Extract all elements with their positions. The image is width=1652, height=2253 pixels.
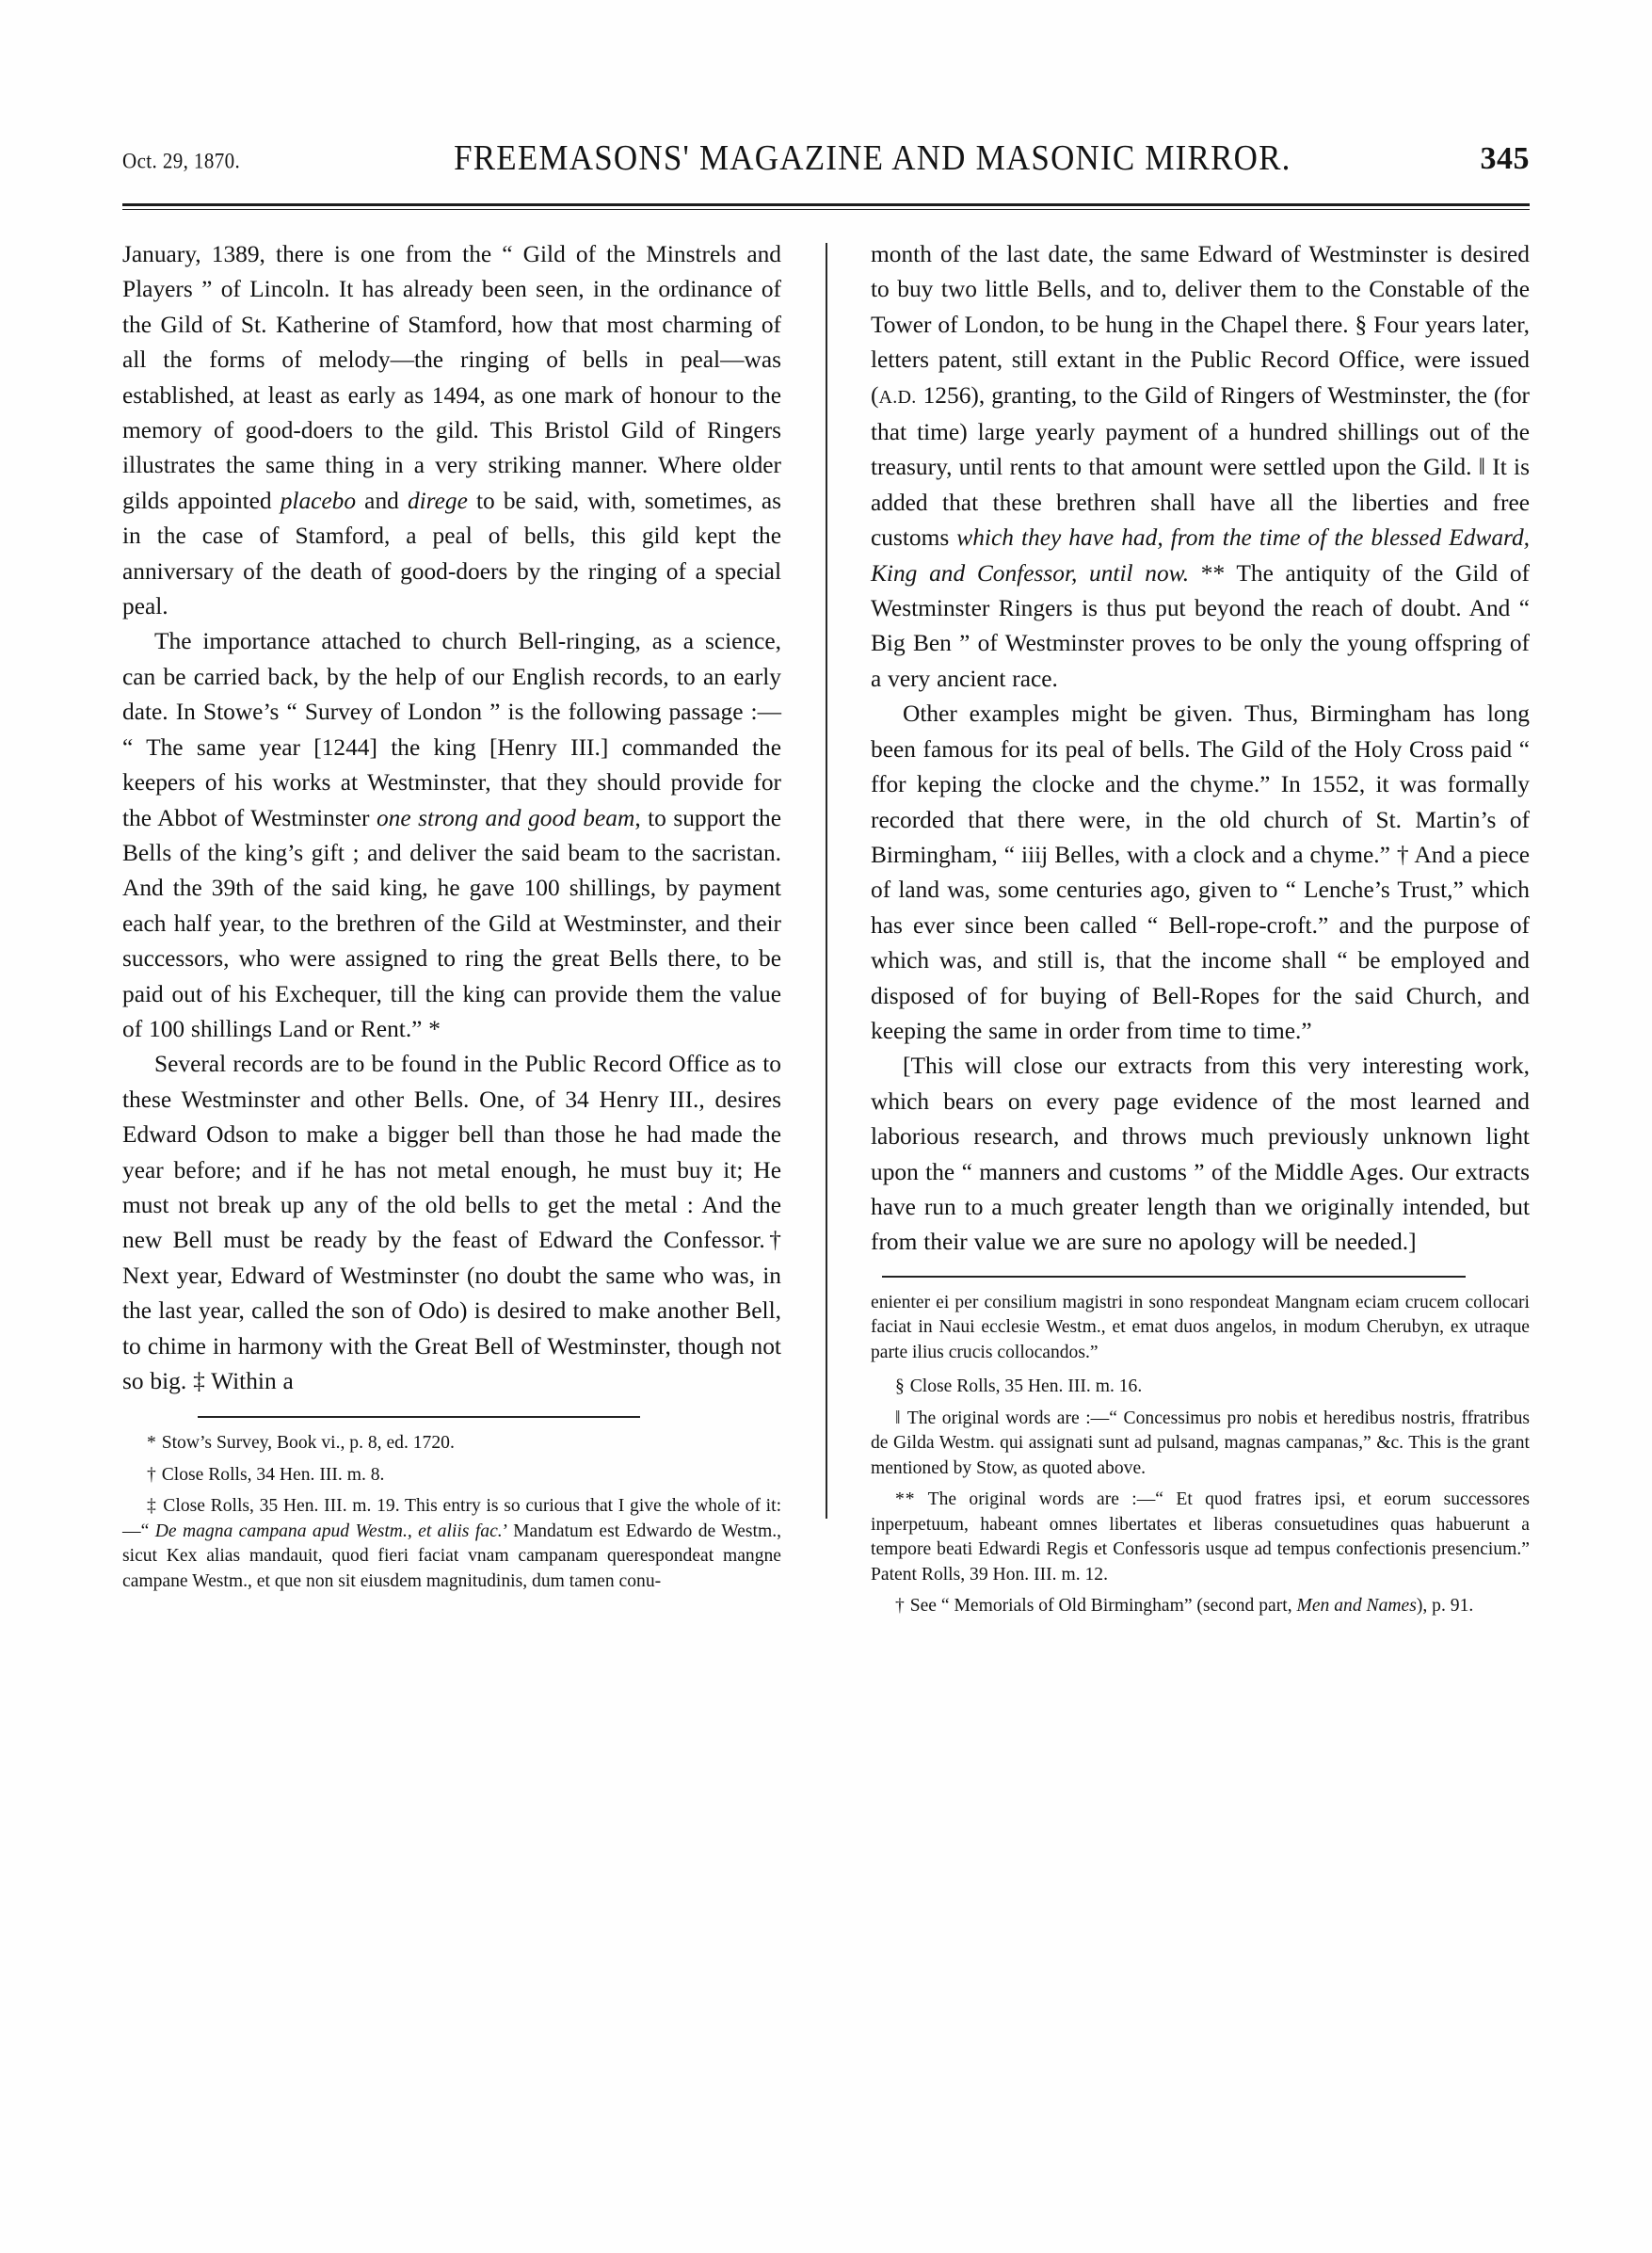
footnote-text: See “ Memorials of Old Birmingham” (second part,: [905, 1596, 1297, 1617]
italic-phrase: which they have had, from the time of the blessed Edward, King and Confessor, until now.: [871, 524, 1530, 587]
paragraph-text: , to support the Bells of the king’s gift ; and deliver the said beam to the sacristan. And the 39th of the said king, he gave 100 shillings, by payment each half year, to the brethren of the Gild at Westminster, and their successors, who were assigned to ring the great Bells there, to be paid out of his Exchequer, till the king can provide them the value of 100 shillings Land or Rent.” *: [122, 804, 781, 1042]
footnote-marker: ‖: [895, 1408, 902, 1428]
italic-phrase: De magna campana apud Westm., et aliis fac.: [154, 1521, 503, 1541]
paragraph: [122, 624, 781, 1047]
column-right: [871, 237, 1530, 2177]
column-left: [122, 237, 781, 2177]
footnote: [871, 1375, 1530, 1400]
italic-phrase: one strong and good beam: [376, 804, 635, 831]
paragraph-text: ** The antiquity of the Gild of Westminster Ringers is thus put beyond the reach of doubt. And “ Big Ben ” of Westminster proves to be only the young offspring of a very ancient race.: [871, 559, 1530, 692]
footnote: [871, 1407, 1530, 1482]
footnote-marker: ‡: [147, 1496, 158, 1517]
paragraph-text: January, 1389, there is one from the “ Gild of the Minstrels and Players ” of Lincoln. It has already been seen, in the ordinance of the Gild of St. Katherine of Stamford, how that most charming of all the forms of melody—the ringing of bells in peal—was established, at least as early as 1494, as one mark of honour to the memory of good-doers to the gild. This Bristol Gild of Ringers illustrates the same thing in a very striking manner. Where older gilds appointed: [122, 241, 781, 514]
footnote-marker: §: [895, 1376, 906, 1397]
footnote-marker: †: [147, 1464, 157, 1485]
italic-phrase: Men and Names: [1296, 1596, 1417, 1617]
footnote-text: ), p. 91.: [1416, 1596, 1474, 1617]
paragraph-text: and: [356, 487, 408, 514]
column-divider: [826, 243, 827, 1519]
paragraph-text: month of the last date, the same Edward of Westminster is desired to buy two little Bells, and to, deliver them to the Constable of the Tower of London, to be hung in the Chapel there. § Four years later, letters patent, still extant in the Public Record Office, were issued (: [871, 241, 1530, 409]
footnote-continuation: enienter ei per consilium magistri in sono respondeat Mangnam eciam crucem collocari faciat in Naui ecclesie Westm., et emat duos angelos, in modum Cherubyn, ex utraque parte ilius crucis collocandos.”: [871, 1292, 1530, 1362]
footnote-marker: *: [147, 1433, 157, 1454]
footnote-separator: [882, 1276, 1466, 1278]
issue-date: Oct. 29, 1870.: [122, 148, 241, 173]
footnote-text: The original words are :—“ Concessimus pro nobis et heredibus nostris, ffratribus de Gilda Westm. qui assignati sunt ad pulsand, magnas campanas,” &c. This is the grant mentioned by Stow, as quoted above.: [871, 1408, 1530, 1478]
paragraph-text: to be said, with, sometimes, as in the case of Stamford, a peal of bells, this gild kept the anniversary of the death of good-doers by the ringing of a special peal.: [122, 487, 782, 620]
paragraph: Other examples might be given. Thus, Birmingham has long been famous for its peal of bells. The Gild of the Holy Cross paid “ ffor keping the clocke and the chyme.” In 1552, it was formally recorded that there were, in the old church of St. Martin’s of Birmingham, “ iiij Belles, with a clock and a chyme.” † And a piece of land was, some centuries ago, given to “ Lenche’s Trust,” which has ever since been called “ Bell-rope-croft.” and the purpose of which was, and still is, that the income shall “ be employed and disposed of for buying of Bell-Ropes for the said Church, and keeping the same in order from time to time.”: [871, 700, 1530, 1044]
italic-phrase: placebo: [280, 487, 357, 514]
page-number: 345: [1480, 141, 1530, 176]
footnote-text: Close Rolls, 35 Hen. III. m. 16.: [905, 1376, 1143, 1397]
footnote: [871, 1594, 1530, 1619]
footnote-text: ’ Mandatum est Edwardo de Westm., sicut Kex alias mandauit, quod fieri faciat vnam campanam querespondeat mangne campane Westm., et que non sit eiusdem magnitudinis, dum tamen conu-: [122, 1521, 781, 1591]
footnote: [122, 1494, 781, 1594]
paragraph-text: The importance attached to church Bell-ringing, as a science, can be carried back, by the help of our English records, to an early date. In Stowe’s “ Survey of London ” is the following passage :— “ The same year [1244] the king [Henry III.] commanded the keepers of his works at Westminster, that they should provide for the Abbot of Westminster: [122, 628, 781, 831]
spacer: [871, 1365, 1530, 1375]
italic-phrase: direge: [407, 487, 468, 514]
small-caps-ad: A.D.: [878, 386, 917, 408]
footnote-text: Stow’s Survey, Book vi., p. 8, ed. 1720.: [156, 1433, 455, 1454]
footnote-text: The original words are :—“ Et quod fratres ipsi, et eorum successores inperpetuum, habeant omnes libertates et liberas consuetudines quas habuerunt a tempore beati Edwardi Regis et Confessoris usque ad tempus confectionis presencium.” Patent Rolls, 39 Hon. III. m. 12.: [871, 1489, 1530, 1585]
header-rule: [122, 203, 1530, 210]
footnote: [122, 1431, 781, 1456]
footnote: [122, 1463, 781, 1489]
paragraph: [871, 237, 1530, 697]
footnote: [871, 1488, 1530, 1587]
footnote-text: Close Rolls, 34 Hen. III. m. 8.: [156, 1464, 385, 1485]
footnote-separator: [198, 1416, 640, 1418]
paragraph: Several records are to be found in the Public Record Office as to these Westminster and other Bells. One, of 34 Henry III., desires Edward Odson to make a bigger bell than those he had made the year before; and if he has not metal enough, he must buy it; He must not break up any of the old bells to get the metal : And the new Bell must be ready by the feast of Edward the Confessor.† Next year, Edward of Westminster (no doubt the same who was, in the last year, called the son of Odo) is desired to make another Bell, to chime in harmony with the Great Bell of Westminster, though not so big. ‡ Within a: [122, 1051, 781, 1394]
footnote-marker: **: [895, 1489, 916, 1510]
footnote-marker: †: [895, 1596, 906, 1617]
paragraph: [122, 237, 781, 624]
publication-title: FREEMASONS' MAGAZINE AND MASONIC MIRROR.: [454, 137, 1291, 178]
text-body: [122, 237, 1530, 2177]
footnote-text: Close Rolls, 35 Hen. III. m. 19. This entry is so curious that I give the whole of it:—“: [122, 1496, 782, 1541]
paragraph-text: 1256), granting, to the Gild of Ringers of Westminster, the (for that time) large yearly payment of a hundred shillings out of the treasury, until rents to that amount were settled upon the Gild. ‖ It is added that these brethren shall have all the liberties and free customs: [871, 381, 1530, 552]
running-head: [122, 139, 1530, 194]
paragraph: [This will close our extracts from this very interesting work, which bears on every page evidence of the most learned and laborious research, and throws much previously unknown light upon the “ manners and customs ” of the Middle Ages. Our extracts have run to a much greater length than we originally intended, but from their value we are sure no apology will be needed.]: [871, 1053, 1530, 1256]
